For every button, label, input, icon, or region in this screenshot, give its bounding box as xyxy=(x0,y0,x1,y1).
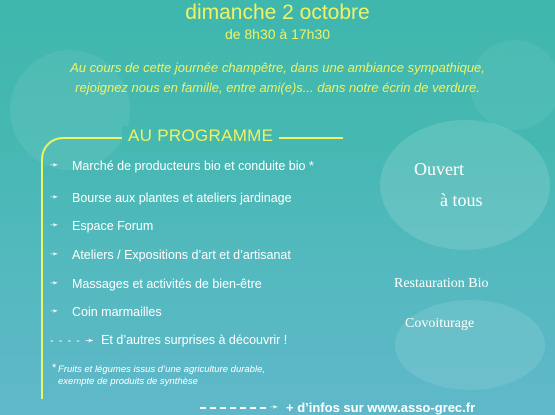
program-frame xyxy=(41,137,343,399)
event-date: dimanche 2 octobre xyxy=(185,1,370,24)
intro-line: rejoignez nous en famille, entre ami(e)s... dans notre écrin de verdure. xyxy=(75,80,480,95)
arrow-right-icon: ➛ xyxy=(50,249,59,260)
intro-text xyxy=(20,58,535,98)
program-item xyxy=(50,274,262,294)
footnote-line: exempte de produits de synthèse xyxy=(58,376,198,387)
footnote-line: Fruits et légumes issus d’une agriculture durable, xyxy=(58,364,265,375)
arrow-right-icon: ➛ xyxy=(50,220,59,231)
restauration-bio: Restauration Bio xyxy=(394,276,489,291)
arrow-right-icon: ➛ xyxy=(50,278,59,289)
program-item-label: Marché de producteurs bio et conduite bio * xyxy=(72,159,314,173)
program-item-label: Massages et activités de bien-être xyxy=(72,277,262,291)
program-item xyxy=(50,188,292,208)
program-item-label: Coin marmailles xyxy=(72,305,162,319)
program-item xyxy=(50,216,153,236)
info-footer xyxy=(200,400,475,415)
arrow-right-icon: ➛ xyxy=(50,306,59,317)
event-hours: de 8h30 à 17h30 xyxy=(224,26,331,42)
program-item xyxy=(50,302,162,322)
covoiturage: Covoiturage xyxy=(405,316,475,331)
program-item-label: Ateliers / Expositions d’art et d’artisanat xyxy=(72,248,291,262)
program-item xyxy=(50,156,314,176)
info-link[interactable]: + d’infos sur www.asso-grec.fr xyxy=(286,400,476,415)
decorative-bubble xyxy=(395,300,545,390)
dashed-line xyxy=(200,407,266,409)
intro-line: Au cours de cette journée champêtre, dans une ambiance sympathique, xyxy=(70,60,485,75)
arrow-right-icon: ➛ xyxy=(50,160,59,171)
footnote-star: * xyxy=(52,362,57,374)
dashed-arrow-icon: - - - - ➛ xyxy=(50,334,96,347)
footnote xyxy=(52,362,358,388)
program-item xyxy=(50,245,291,265)
surprise-row xyxy=(50,333,287,347)
open-to-all-line2: à tous xyxy=(440,190,483,210)
program-item-label: Espace Forum xyxy=(72,219,154,233)
program-title: AU PROGRAMME xyxy=(122,126,279,146)
open-to-all-line1: Ouvert xyxy=(414,159,464,179)
arrow-right-icon: ➛ xyxy=(50,192,59,203)
surprise-text: Et d’autres surprises à découvrir ! xyxy=(101,333,288,347)
arrow-right-icon: ➛ xyxy=(270,401,279,413)
program-item-label: Bourse aux plantes et ateliers jardinage xyxy=(72,191,292,205)
decorative-bubble xyxy=(380,120,550,250)
